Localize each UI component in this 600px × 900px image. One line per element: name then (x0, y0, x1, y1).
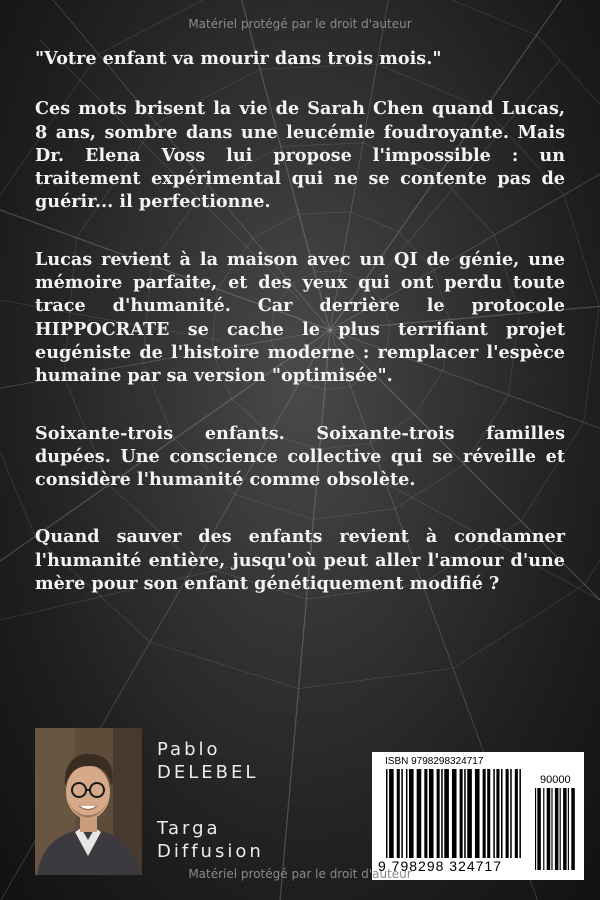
author-name (157, 738, 258, 784)
blurb-paragraph-1: Ces mots brisent la vie de Sarah Chen quand Lucas, 8 ans, sombre dans une leucémie foudroyante. Mais Dr. Elena Voss lui propose l'impossible : un traitement expérimental qui ne se contente pas de guérir... il perfectionne. (35, 98, 565, 213)
copyright-watermark-top: Matériel protégé par le droit d'auteur (188, 17, 412, 31)
blurb-paragraph-3: Soixante-trois enfants. Soixante-trois familles dupées. Une conscience collective qui se réveille et considère l'humanité comme obsolète. (35, 422, 565, 491)
author-photo (35, 728, 142, 875)
isbn-barcode (372, 752, 584, 880)
price-code: 90000 (540, 774, 571, 786)
book-blurb (35, 47, 565, 629)
blurb-quote: "Votre enfant va mourir dans trois mois." (35, 48, 442, 69)
blurb-paragraph-2: Lucas revient à la maison avec un QI de génie, une mémoire parfaite, et des yeux qui ont perdu toute trace d'humanité. Car derrière le protocole HIPPOCRATE se cache le plus terrifiant projet eugéniste de l'histoire moderne : remplacer l'espèce humaine par sa version "optimisée". (35, 248, 565, 387)
publisher-name (157, 817, 264, 863)
publisher-line-2: Diffusion (157, 841, 264, 862)
copyright-watermark-bottom: Matériel protégé par le droit d'auteur (188, 867, 412, 881)
isbn-label: ISBN 9798298324717 (385, 756, 484, 767)
blurb-paragraph-4: Quand sauver des enfants revient à condamner l'humanité entière, jusqu'où peut aller l'amour d'une mère pour son enfant génétiquement modifié ? (35, 526, 565, 595)
publisher-line-1: Targa (157, 818, 221, 839)
author-first-name: Pablo (157, 739, 221, 760)
barcode-digits: 9 798298 324717 (378, 858, 502, 874)
author-last-name: DELEBEL (157, 762, 259, 783)
